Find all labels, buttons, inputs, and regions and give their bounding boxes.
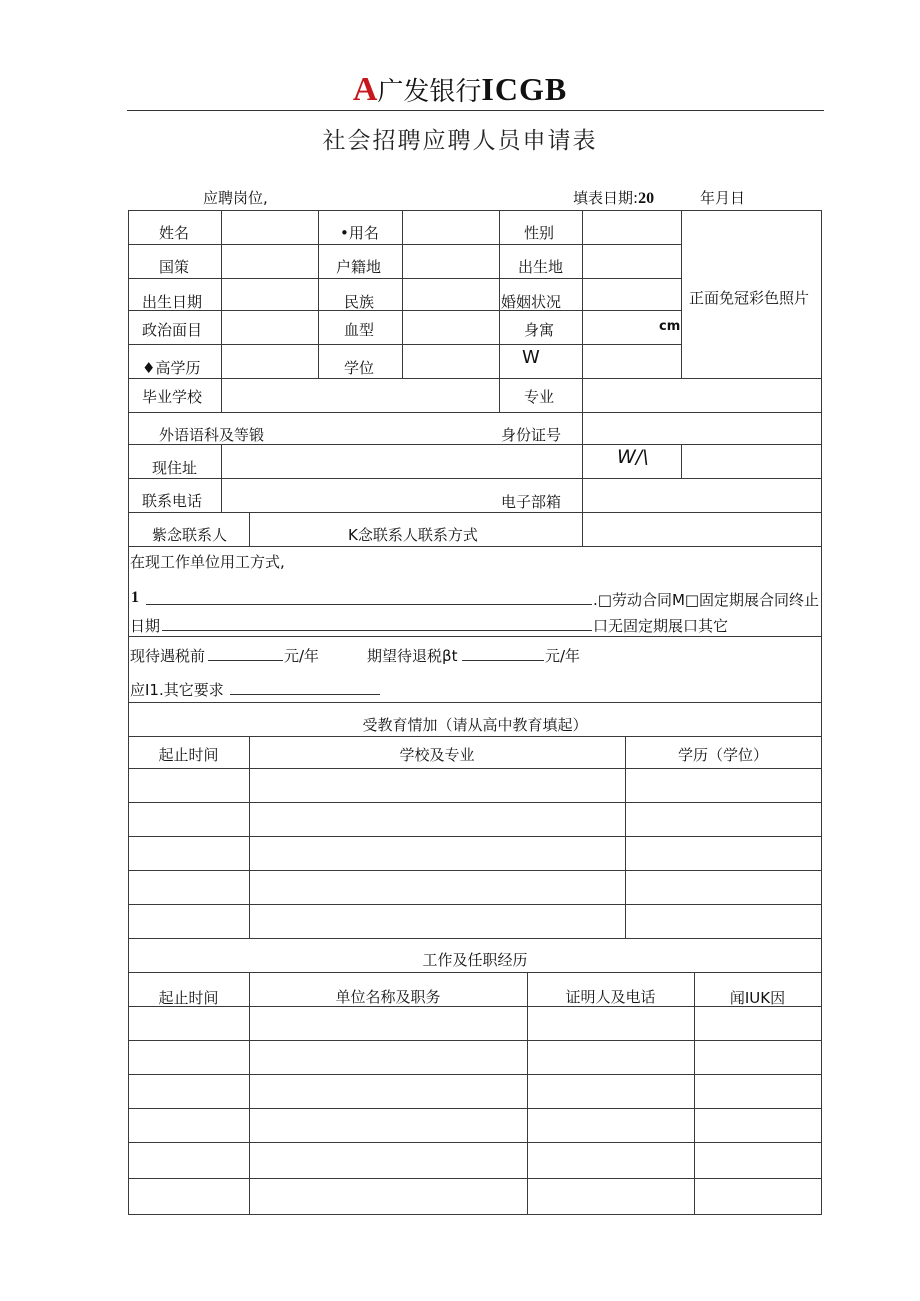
edu-col-degree: 学历（学位） [677,746,768,764]
other-requirements-label: 应I1.其它要求 [130,681,224,699]
current-employment-type: 在现工作单位用工方式, [130,553,285,571]
row2-prefix: 日期 [130,617,161,635]
work-col-period: 起止时间 [158,989,219,1007]
birthplace-label: 出生地 [518,258,564,276]
postcode-mark: W/\ [617,446,649,468]
work-col-reference: 证明人及电话 [565,988,656,1006]
weight-mark: W [522,347,540,368]
expected-salary-unit: 元/年 [545,647,581,665]
position-label: 应聘岗位, [203,189,268,207]
degree-label: 学位 [344,359,375,377]
marital-label: 婚姻状况 [501,293,562,311]
edu-col-school: 学校及专业 [399,746,475,764]
bank-logo [0,70,920,111]
id-no-label: 身份证号 [501,426,562,444]
major-label: 专业 [524,388,555,406]
contract-options-1: .□劳动合同M□固定期展合同终止 [593,591,820,609]
work-col-employer: 单位名称及职务 [335,988,441,1006]
highest-edu-label: ♦高学历 [142,359,201,377]
name-label: 姓名 [159,224,190,242]
emergency-label: 紫念联系人 [152,526,228,544]
row1-prefix: 1 [131,589,139,606]
salary-label: 现待遇税前 [130,647,206,665]
work-col-reason: 闻IUK因 [729,989,786,1007]
salary-unit: 元/年 [284,647,320,665]
blood-label: 血型 [344,321,375,339]
nationality-label: 国策 [159,258,190,276]
education-rows [129,769,821,938]
page-title: 社会招聘应聘人员申请表 [322,128,598,154]
height-label: 身寓 [524,321,555,339]
school-label: 毕业学校 [142,388,203,406]
logo-mark: A [352,71,378,108]
emergency-contact-label: K念联系人联系方式 [348,526,478,544]
logo-name-cn: 广发银行 [377,77,482,107]
header-divider [127,110,824,111]
hukou-label: 户籍地 [336,258,382,276]
photo-placeholder: 正面免冠彩色照片 [689,289,810,307]
address-label: 现住址 [152,459,198,477]
used-name-label: •用名 [340,224,379,242]
birth-date-label: 出生日期 [142,293,203,311]
height-unit: cm [659,319,681,334]
political-label: 政治面目 [142,321,203,339]
edu-col-period: 起止时间 [158,746,219,764]
date-suffix: 年月日 [700,189,746,207]
work-section-title: 工作及任职经历 [422,951,528,969]
work-rows [129,1007,821,1214]
email-label: 电子部箱 [501,493,562,511]
contract-options-2: 口无固定期展口其它 [593,617,729,635]
logo-name-en: ICGB [481,71,568,107]
education-section-title: 受教育情加（请从高中教育填起） [362,716,588,734]
phone-label: 联系电话 [142,492,203,510]
gender-label: 性别 [524,224,555,242]
expected-salary-label: 期望待退税βt [367,647,458,665]
ethnicity-label: 民族 [344,293,375,311]
fill-date-label: 填表日期:20 [573,189,655,207]
foreign-lang-label: 外语语科及等锻 [159,426,265,444]
